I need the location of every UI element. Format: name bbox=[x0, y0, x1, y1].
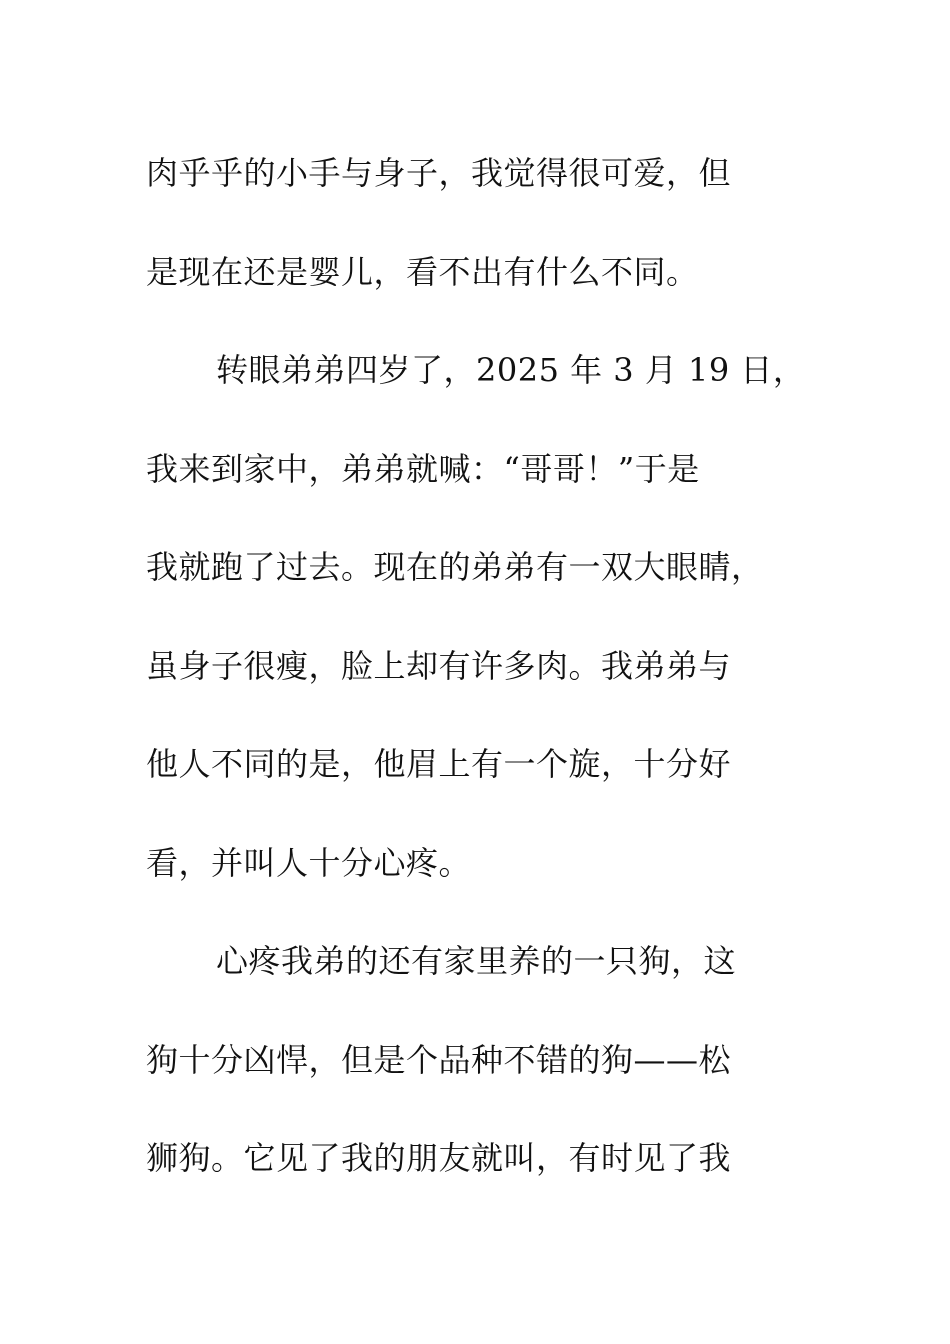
text-line: 我就跑了过去。现在的弟弟有一双大眼睛， bbox=[146, 548, 764, 586]
text-line: 我来到家中，弟弟就喊：“哥哥！”于是 bbox=[146, 449, 700, 488]
text-line: 狮狗。它见了我的朋友就叫，有时见了我 bbox=[146, 1139, 732, 1177]
text-line: 看，并叫人十分心疼。 bbox=[146, 843, 472, 882]
text-line: 是现在还是婴儿，看不出有什么不同。 bbox=[146, 252, 699, 291]
text-line: 狗十分凶悍，但是个品种不错的狗——松 bbox=[146, 1040, 732, 1079]
paragraph-first-line: 心疼我弟的还有家里养的一只狗，这 bbox=[216, 942, 737, 980]
essay-text bbox=[146, 124, 806, 1208]
text-line: 他人不同的是，他眉上有一个旋，十分好 bbox=[146, 745, 732, 783]
text-line: 虽身子很瘦，脸上却有许多肉。我弟弟与 bbox=[146, 646, 732, 685]
paragraph-first-line: 转眼弟弟四岁了，2025 年 3 月 19 日， bbox=[216, 351, 806, 389]
text-line: 肉乎乎的小手与身子，我觉得很可爱，但 bbox=[146, 154, 732, 192]
